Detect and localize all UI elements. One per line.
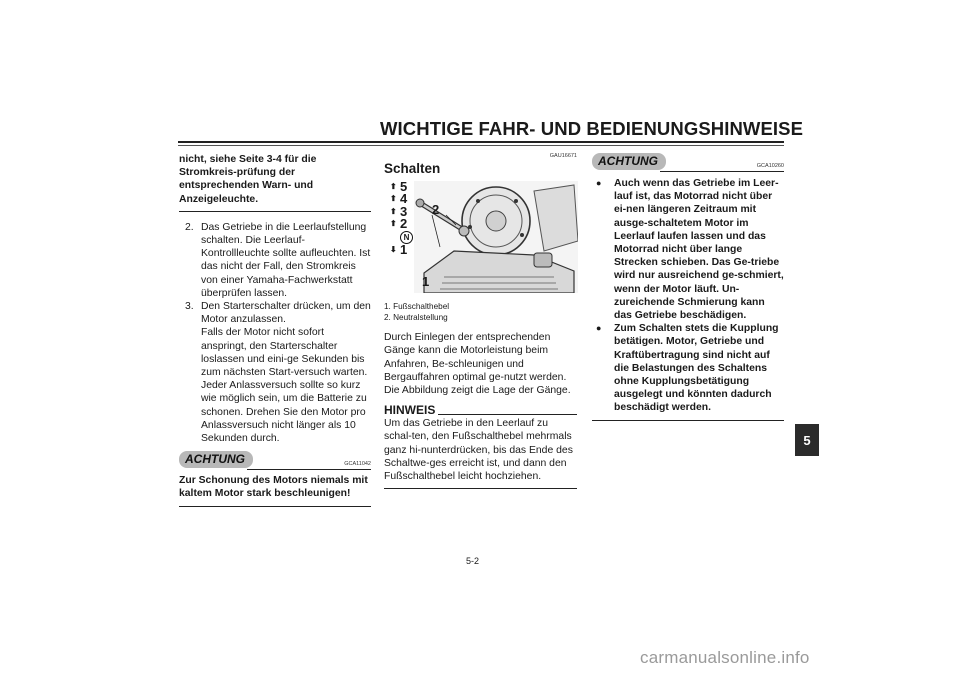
up-arrow-icon: ⬆ (390, 182, 397, 192)
header-rule-thin (178, 145, 784, 146)
caution-text: Zur Schonung des Motors niemals mit kaltem Motor stark beschleunigen! (179, 475, 368, 500)
step-text: Den Starterschalter drücken, um den Motor anzulassen. (201, 301, 371, 326)
shift-illustration (384, 181, 578, 293)
page-number: 5-2 (466, 556, 480, 566)
step-item (185, 221, 371, 300)
divider (438, 414, 577, 415)
footer-watermark[interactable]: carmanualsonline.info (640, 648, 810, 667)
note-text: Um das Getriebe in den Leerlauf zu schal-ten, den Fußschalthebel mehrmals ganz hi-nunterdrücken, bis das Ende des Schaltwe-ges erreicht ist, und dann den Fußschalthebel leicht hochziehen. (384, 418, 573, 483)
list-item: ● Auch wenn das Getriebe im Leer-lauf ist, das Motorrad nicht über ei-nen längeren Zeitraum mit ausge-schaltetem Motor im Leerlauf laufen lassen und das Motorrad nicht über lange Strecken schieben. Das Ge-triebe wird nur ausreichend ge-schmiert, wenn der Motor läuft. Un-zureichende Schmierung kann das Getriebe beschädigen. (592, 177, 784, 322)
caption: 1. Fußschalthebel (384, 302, 450, 312)
gear-label-neutral: N (390, 230, 414, 244)
step-number: 3. (185, 301, 194, 313)
list-item: ● Zum Schalten stets die Kupplung betätigen. Motor, Getriebe und Kraftübertragung sind nicht auf die Belastungen des Schaltens ohne Kupplungsbetätigung ausgelegt und könnten dadurch beschädigt werden. (592, 322, 784, 414)
step-text-continued: Falls der Motor nicht sofort anspringt, den Starterschalter loslassen und eini-ge Sekunden bis zum nächsten Start-versuch warten. Jeder Anlassversuch sollte so kurz wie möglich sein, um die Batterie zu schonen. Drehen Sie den Motor pro Anlassversuch nicht länger als 10 Sekunden durch. (201, 327, 368, 445)
chapter-tab[interactable]: 5 (795, 424, 819, 456)
note-header (384, 404, 577, 417)
caution-header (592, 153, 784, 170)
caption: 2. Neutralstellung (384, 313, 448, 323)
steps-list (179, 221, 371, 445)
caution-code: GCA10260 (756, 163, 784, 169)
gear-indicator (390, 181, 414, 256)
paragraph: Die Abbildung zeigt die Lage der Gänge. (384, 385, 571, 397)
caution-badge: ACHTUNG (179, 451, 253, 468)
up-arrow-icon: ⬆ (390, 218, 397, 228)
divider (179, 211, 371, 212)
column-middle (384, 153, 577, 489)
divider (592, 420, 784, 421)
figure-captions (384, 301, 577, 323)
divider (660, 171, 784, 172)
gear-label: ⬇ 1 (390, 242, 408, 258)
step-number: 2. (185, 221, 194, 233)
page-title: WICHTIGE FAHR- UND BEDIENUNGSHINWEISE (380, 118, 804, 139)
callout-pedal: 1 (422, 274, 430, 290)
gear-label: ⬆ 5 (390, 181, 408, 195)
divider (179, 506, 371, 507)
step-item (185, 300, 371, 445)
callout-neutral: 2 (432, 202, 440, 218)
down-arrow-icon: ⬇ (390, 245, 397, 255)
header-rule (178, 141, 784, 143)
intro-text: nicht, siehe Seite 3-4 für die Stromkreis-prüfung der entsprechenden Warn- und Anzeigeleuchte. (179, 154, 317, 205)
gear-label: ⬆ 2 (390, 215, 408, 231)
paragraph: Durch Einlegen der entsprechenden Gänge kann die Motorleistung beim Anfahren, Be-schleunigen und Bergauffahren optimal ge-nutzt werden. (384, 332, 567, 383)
section-code: GAU16671 (549, 153, 577, 159)
up-arrow-icon: ⬆ (390, 206, 397, 216)
gear-label: ⬆ 3 (390, 203, 408, 219)
gear-label: ⬆ 4 (390, 191, 408, 207)
step-text: Das Getriebe in die Leerlaufstellung schalten. Die Leerlauf-Kontrollleuchte sollte aufleuchten. Ist das nicht der Fall, den Stromkreis von einer Yamaha-Fachwerkstatt überprüfen lassen. (201, 221, 371, 299)
caution-code: GCA11042 (344, 461, 371, 468)
note-label: HINWEIS (384, 403, 436, 418)
column-left (179, 153, 371, 507)
divider (384, 488, 577, 489)
column-right (592, 153, 784, 421)
divider (247, 469, 371, 470)
caution-badge: ACHTUNG (592, 153, 666, 170)
caution-header (179, 451, 371, 468)
up-arrow-icon: ⬆ (390, 194, 397, 204)
section-title: Schalten (384, 161, 441, 176)
